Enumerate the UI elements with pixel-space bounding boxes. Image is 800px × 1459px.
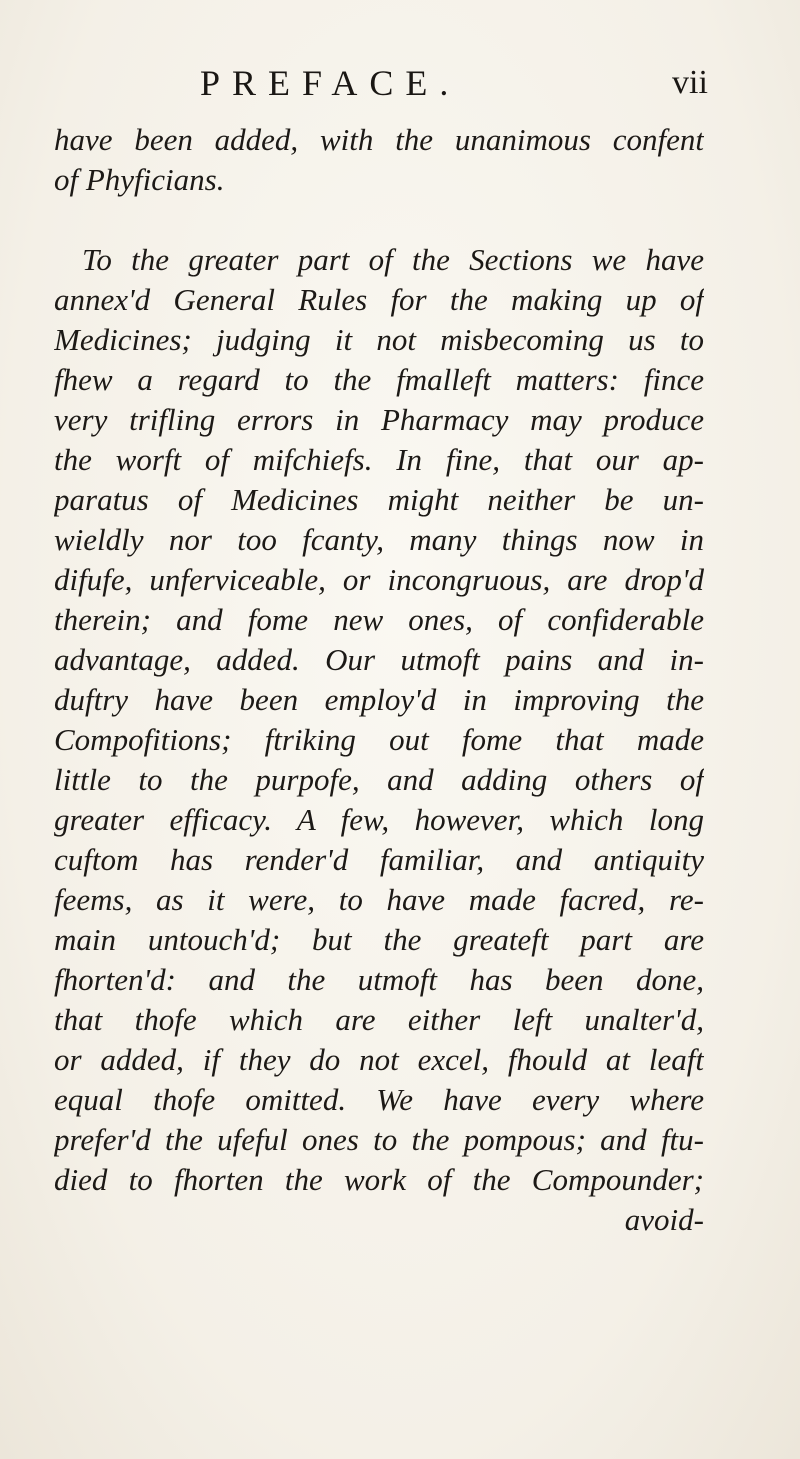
text-line: paratus of Medicines might neither be un-	[54, 482, 704, 517]
text-line: feems, as it were, to have made facred, re-	[54, 882, 704, 917]
text-line: prefer'd the ufeful ones to the pompous; and ftu-	[54, 1122, 704, 1157]
catchword-row	[54, 1200, 704, 1240]
text-line: cuftom has render'd familiar, and antiquity	[54, 842, 704, 877]
preface-text	[54, 120, 704, 1240]
text-line: wieldly nor too fcanty, many things now in	[54, 522, 704, 557]
text-line: Compofitions; ftriking out fome that made	[54, 722, 704, 757]
text-line: fhew a regard to the fmalleft matters: fince	[54, 362, 704, 397]
text-line: annex'd General Rules for the making up of	[54, 282, 704, 317]
text-line: fhorten'd: and the utmoft has been done,	[54, 962, 704, 997]
text-line: or added, if they do not excel, fhould at leaft	[54, 1042, 704, 1077]
text-line: of Phyficians.	[54, 162, 225, 197]
text-line: To the greater part of the Sections we have	[82, 242, 704, 277]
running-head: PREFACE.	[200, 63, 461, 103]
text-line: duftry have been employ'd in improving the	[54, 682, 704, 717]
catchword: avoid-	[624, 1202, 704, 1237]
page-number: vii	[672, 64, 708, 101]
text-line: difufe, unferviceable, or incongruous, are drop'd	[54, 562, 704, 597]
text-line: that thofe which are either left unalter'd,	[54, 1002, 704, 1037]
text-line: main untouch'd; but the greateft part are	[54, 922, 704, 957]
text-line: died to fhorten the work of the Compounder;	[54, 1162, 704, 1197]
text-line: advantage, added. Our utmoft pains and in-	[54, 642, 704, 677]
text-line: very trifling errors in Pharmacy may produce	[54, 402, 704, 437]
text-line: therein; and fome new ones, of confiderable	[54, 602, 704, 637]
paragraph-break	[54, 200, 704, 240]
text-line: little to the purpofe, and adding others of	[54, 762, 704, 797]
text-line: Medicines; judging it not misbecoming us to	[54, 322, 704, 357]
text-line: greater efficacy. A few, however, which long	[54, 802, 704, 837]
page-header	[0, 62, 800, 122]
text-line: the worft of mifchiefs. In fine, that our ap-	[54, 442, 704, 477]
text-line: equal thofe omitted. We have every where	[54, 1082, 704, 1117]
text-line: have been added, with the unanimous confent	[54, 122, 704, 157]
